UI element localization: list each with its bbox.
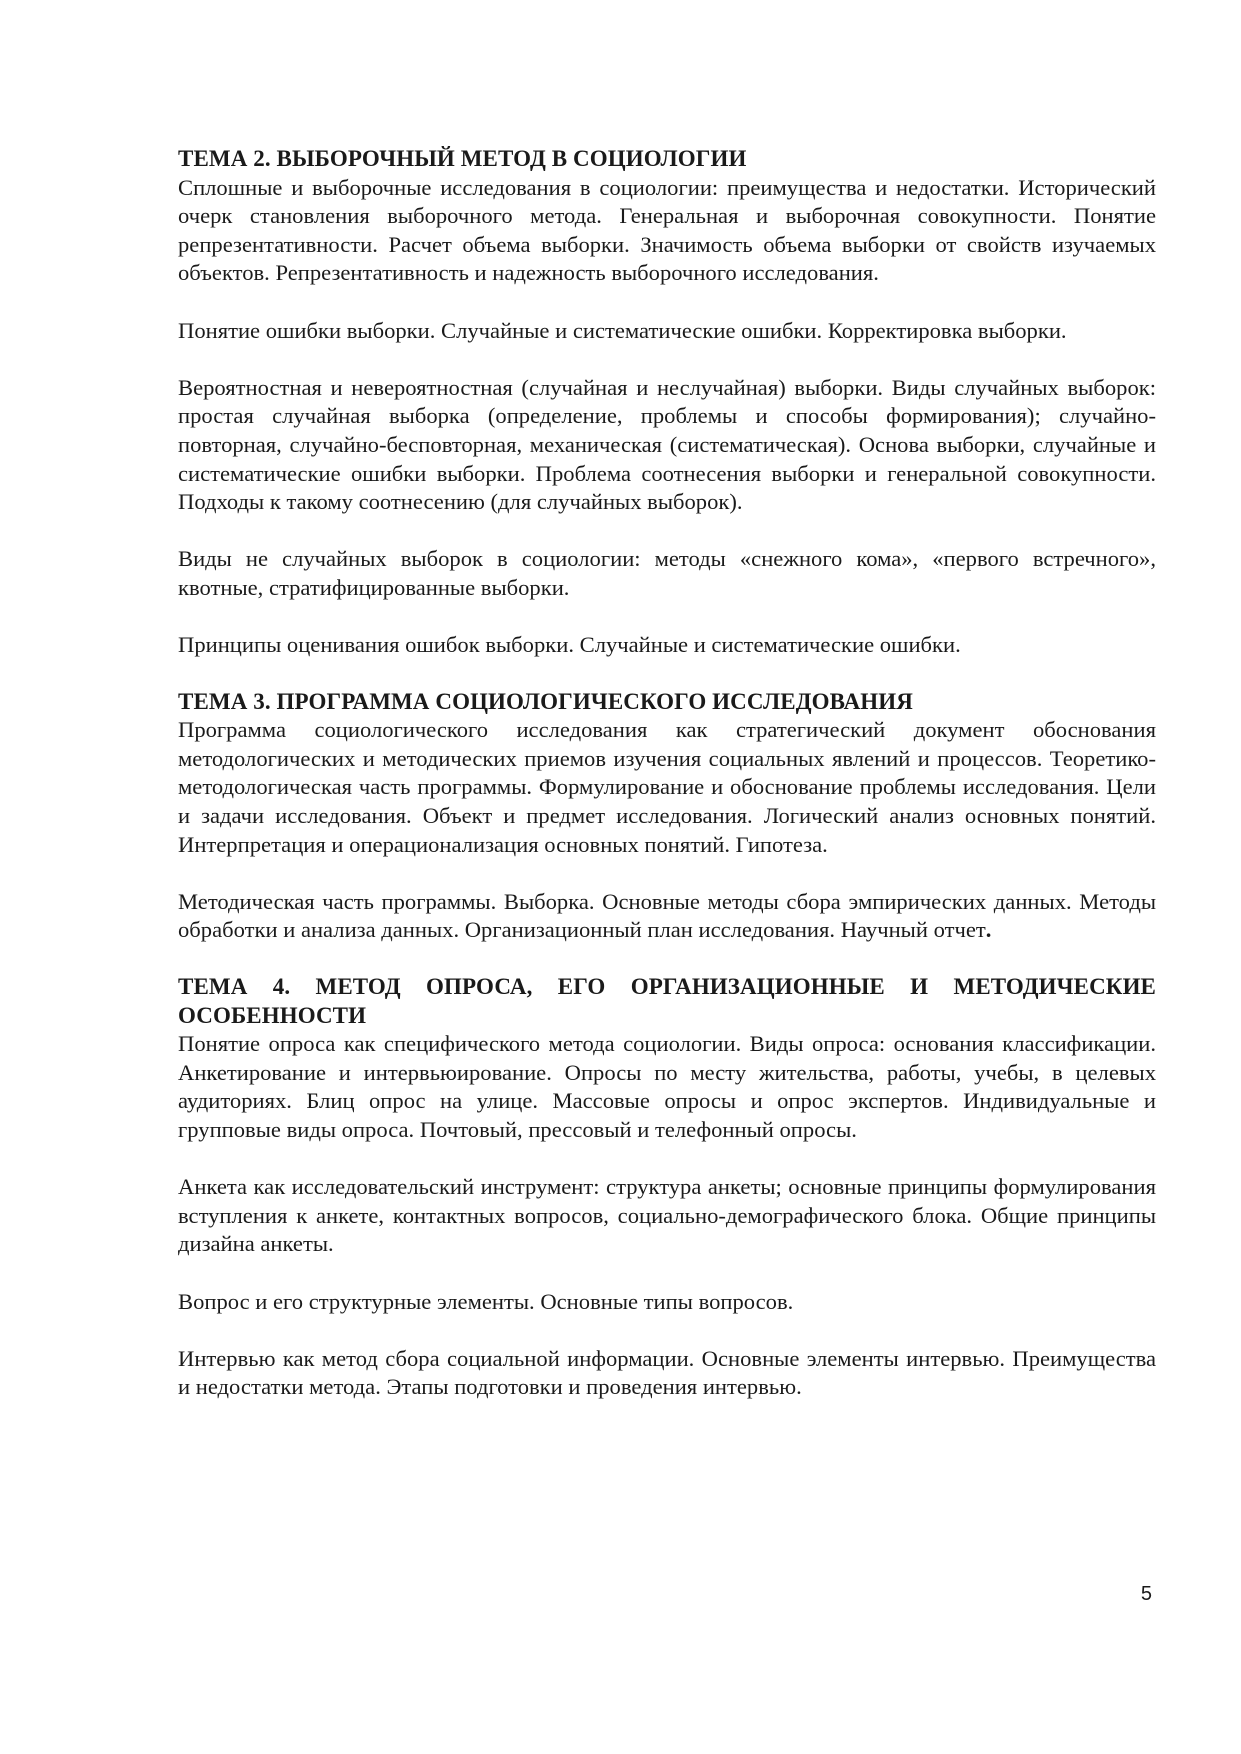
section-title-tema-4-line1: ТЕМА 4. МЕТОД ОПРОСА, ЕГО ОРГАНИЗАЦИОННЫЕ И МЕТОДИЧЕСКИЕ: [178, 974, 1156, 1000]
section-title-tema-4-line2: ОСОБЕННОСТИ: [178, 1002, 367, 1028]
paragraph-tema-4-1: Понятие опроса как специфического метода социологии. Виды опроса: основания классификации. Анкетирование и интервьюирование. Опросы по месту жительства, работы, учебы, в целевых аудиториях. Блиц опрос на улице. Массовые опросы и опрос экспертов. Индивидуальные и групповые виды опроса. Почтовый, прессовый и телефонный опросы.: [178, 1031, 1156, 1142]
paragraph-tema-3-2-text: Методическая часть программы. Выборка. Основные методы сбора эмпирических данных. Методы обработки и анализа данных. Организационный план исследования. Научный отчет: [178, 888, 1156, 943]
paragraph-tema-4-3: Вопрос и его структурные элементы. Основные типы вопросов.: [178, 1288, 794, 1314]
paragraph-tema-4-2: Анкета как исследовательский инструмент: структура анкеты; основные принципы формулирования вступления к анкете, контактных вопросов, социально-демографического блока. Общие принципы дизайна анкеты.: [178, 1174, 1156, 1257]
paragraph-tema-2-5: Принципы оценивания ошибок выборки. Случайные и систематические ошибки.: [178, 632, 961, 658]
paragraph-gap: [178, 517, 1156, 546]
paragraph-gap: [178, 603, 1156, 632]
section-title-tema-2: ТЕМА 2. ВЫБОРОЧНЫЙ МЕТОД В СОЦИОЛОГИИ: [178, 146, 747, 171]
section-gap: [178, 945, 1156, 973]
paragraph-tema-3-2: [178, 888, 1156, 945]
paragraph-gap: [178, 859, 1156, 888]
paragraph-tema-2-1: Сплошные и выборочные исследования в социологии: преимущества и недостатки. Исторический очерк становления выборочного метода. Генеральная и выборочная совокупности. Понятие репрезентативности. Расчет объема выборки. Значимость объема выборки от свойств изучаемых объектов. Репрезентативность и надежность выборочного исследования.: [178, 174, 1156, 286]
paragraph-gap: [178, 345, 1156, 374]
paragraph-tema-2-3: Вероятностная и невероятностная (случайная и неслучайная) выборки. Виды случайных выборок: простая случайная выборка (определение, проблемы и способы формирования); случайно-повторная, случайно-бесповторная, механическая (систематическая). Основа выборки, случайные и систематические ошибки выборки. Проблема соотнесения выборки и генеральной совокупности. Подходы к такому соотнесению (для случайных выборок).: [178, 374, 1156, 515]
section-title-tema-4: [178, 973, 1156, 1002]
paragraph-tema-3-2-bold-period: .: [985, 917, 992, 943]
paragraph-gap: [178, 1259, 1156, 1288]
section-gap: [178, 660, 1156, 688]
paragraph-tema-4-4: Интервью как метод сбора социальной информации. Основные элементы интервью. Преимущества и недостатки метода. Этапы подготовки и проведения интервью.: [178, 1345, 1156, 1400]
page-number: 5: [1140, 1583, 1152, 1605]
paragraph-tema-2-4: Виды не случайных выборок в социологии: методы «снежного кома», «первого встречного», квотные, стратифицированные выборки.: [178, 546, 1156, 600]
paragraph-tema-2-2: Понятие ошибки выборки. Случайные и систематические ошибки. Корректировка выборки.: [178, 317, 1067, 343]
paragraph-gap: [178, 288, 1156, 317]
page-content: [178, 145, 1156, 1402]
paragraph-gap: [178, 1145, 1156, 1174]
paragraph-gap: [178, 1316, 1156, 1345]
paragraph-tema-3-1: Программа социологического исследования как стратегический документ обоснования методологических и методических приемов изучения социальных явлений и процессов. Теоретико-методологическая часть программы. Формулирование и обоснование проблемы исследования. Цели и задачи исследования. Объект и предмет исследования. Логический анализ основных понятий. Интерпретация и операционализация основных понятий. Гипотеза.: [178, 717, 1156, 857]
section-title-tema-3: ТЕМА 3. ПРОГРАММА СОЦИОЛОГИЧЕСКОГО ИССЛЕДОВАНИЯ: [178, 688, 913, 714]
